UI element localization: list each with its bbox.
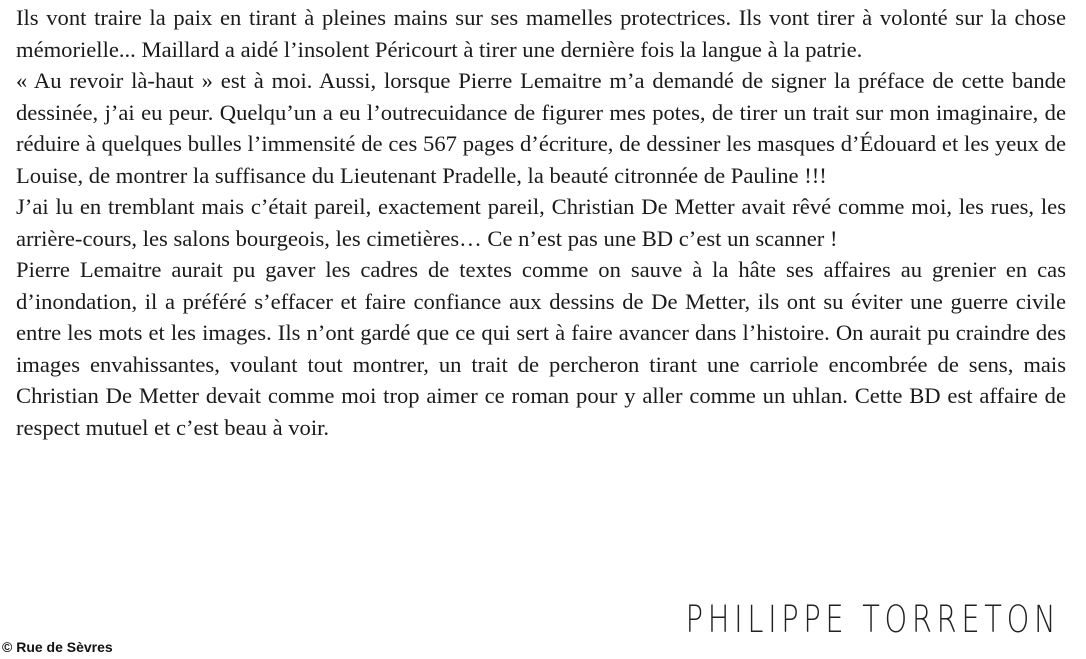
copyright-notice: © Rue de Sèvres xyxy=(2,639,113,655)
author-signature: PHILIPPE TORRETON xyxy=(685,598,1060,641)
preface-paragraph-3: J’ai lu en tremblant mais c’était pareil, exactement pareil, Christian De Metter avait rêvé comme moi, les rues, les arrière-cours, les salons bourgeois, les cimetières… Ce n’est pas une BD c’est un scanner ! xyxy=(16,194,1066,251)
preface-paragraph-2: « Au revoir là-haut » est à moi. Aussi, lorsque Pierre Lemaitre m’a demandé de signer la préface de cette bande dessinée, j’ai eu peur. Quelqu’un a eu l’outrecuidance de figurer mes potes, de tirer un trait sur mon imaginaire, de réduire à quelques bulles l’immensité de ces 567 pages d’écriture, de dessiner les masques d’Édouard et les yeux de Louise, de montrer la suffisance du Lieutenant Pradelle, la beauté citronnée de Pauline !!! xyxy=(16,68,1066,188)
preface-paragraph-1: Ils vont traire la paix en tirant à pleines mains sur ses mamelles protectrices. Ils vont tirer à volonté sur la chose mémorielle... Maillard a aidé l’insolent Péricourt à tirer une dernière fois la langue à la patrie. xyxy=(16,5,1066,62)
preface-text xyxy=(16,2,1066,443)
preface-paragraph-4: Pierre Lemaitre aurait pu gaver les cadres de textes comme on sauve à la hâte ses affaires au grenier en cas d’inondation, il a préféré s’effacer et faire confiance aux dessins de De Metter, ils ont su éviter une guerre civile entre les mots et les images. Ils n’ont gardé que ce qui sert à faire avancer dans l’histoire. On aurait pu craindre des images envahissantes, voulant tout montrer, un trait de percheron tirant une carriole encombrée de sens, mais Christian De Metter devait comme moi trop aimer ce roman pour y aller comme un uhlan. Cette BD est affaire de respect mutuel et c’est beau à voir. xyxy=(16,257,1066,440)
